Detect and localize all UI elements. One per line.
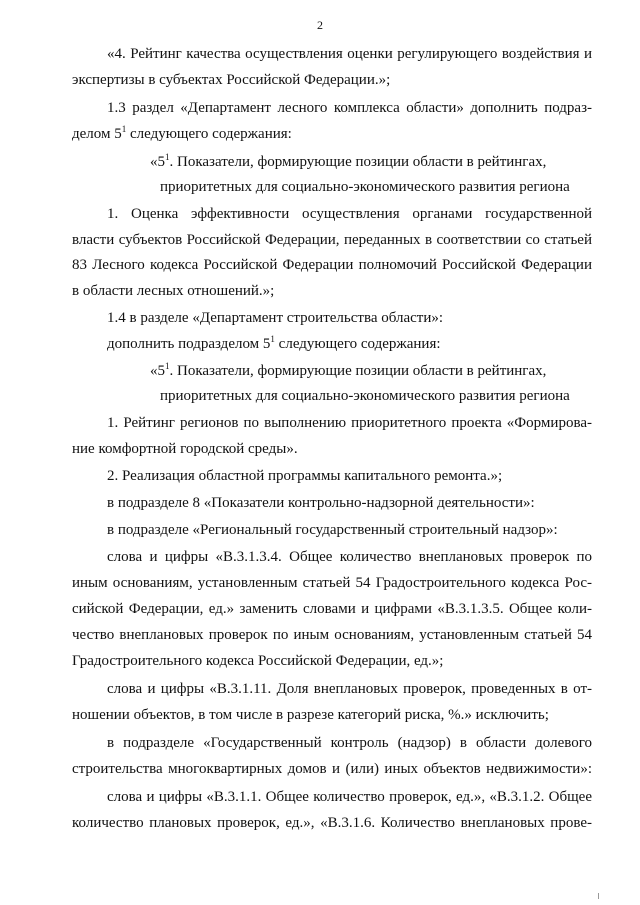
paragraph-line: «4. Рейтинг качества осуществления оценки регулирующего воздействия и bbox=[107, 46, 592, 62]
paragraph-line: слова и цифры «В.3.1.3.4. Общее количество внеплановых проверок по bbox=[107, 549, 592, 565]
paragraph-line: в подразделе «Региональный государственный строительный надзор»: bbox=[107, 522, 558, 538]
paragraph-line: в подразделе 8 «Показатели контрольно-надзорной деятельности»: bbox=[107, 495, 535, 511]
paragraph-line: 83 Лесного кодекса Российской Федерации полномочий Российской Федерации bbox=[72, 257, 592, 273]
paragraph-line: 1.4 в разделе «Департамент строительства области»: bbox=[107, 310, 444, 326]
paragraph-line: строительства многоквартирных домов и (или) иных объектов недвижимости»: bbox=[72, 761, 592, 777]
paragraph-line: власти субъектов Российской Федерации, переданных в соответствии со статьей bbox=[72, 232, 592, 248]
subsection-heading-line: приоритетных для социально-экономического развития региона bbox=[160, 179, 570, 195]
paragraph-line: ношении объектов, в том числе в разрезе категорий риска, %.» исключить; bbox=[72, 707, 549, 723]
subsection-heading-line: «$5^1$. Показатели, формирующие позиции области в рейтингах, bbox=[150, 152, 547, 170]
paragraph-line: дополнить подразделом $5^1$ следующего содержания: bbox=[107, 334, 441, 352]
paragraph-line: 1. Оценка эффективности осуществления органами государственной bbox=[107, 206, 592, 222]
scan-mark bbox=[598, 893, 599, 899]
paragraph-line: иным основаниям, установленным статьей 54 Градостроительного кодекса Рос- bbox=[72, 575, 592, 591]
paragraph-line: в области лесных отношений.»; bbox=[72, 283, 275, 299]
paragraph-line: ние комфортной городской среды». bbox=[72, 441, 298, 457]
paragraph-line: 1. Рейтинг регионов по выполнению приоритетного проекта «Формирова- bbox=[107, 415, 592, 431]
paragraph-line: слова и цифры «В.3.1.1. Общее количество проверок, ед.», «В.3.1.2. Общее bbox=[107, 789, 592, 805]
subsection-heading-line: «$5^1$. Показатели, формирующие позиции области в рейтингах, bbox=[150, 361, 547, 379]
paragraph-line: в подразделе «Государственный контроль (надзор) в области долевого bbox=[107, 735, 592, 751]
paragraph-line: количество плановых проверок, ед.», «В.3.1.6. Количество внеплановых прове- bbox=[72, 815, 592, 831]
subsection-heading-line: приоритетных для социально-экономического развития региона bbox=[160, 388, 570, 404]
paragraph-line: 2. Реализация областной программы капитального ремонта.»; bbox=[107, 468, 503, 484]
paragraph-line: слова и цифры «В.3.1.11. Доля внеплановых проверок, проведенных в от- bbox=[107, 681, 592, 697]
paragraph-line: Градостроительного кодекса Российской Федерации, ед.»; bbox=[72, 653, 444, 669]
paragraph-line: сийской Федерации, ед.» заменить словами и цифрами «В.3.1.3.5. Общее коли- bbox=[72, 601, 592, 617]
superscript: 1 bbox=[270, 334, 275, 344]
paragraph-line: экспертизы в субъектах Российской Федерации.»; bbox=[72, 72, 391, 88]
paragraph-line: 1.3 раздел «Департамент лесного комплекса области» дополнить подраз- bbox=[107, 100, 592, 116]
superscript: 1 bbox=[165, 152, 170, 162]
superscript: 1 bbox=[165, 361, 170, 371]
paragraph-line: делом $5^1$ следующего содержания: bbox=[72, 124, 292, 142]
paragraph-line: чество внеплановых проверок по иным основаниям, установленным статьей 54 bbox=[72, 627, 592, 643]
page-number: 2 bbox=[317, 18, 323, 32]
superscript: 1 bbox=[121, 124, 127, 134]
